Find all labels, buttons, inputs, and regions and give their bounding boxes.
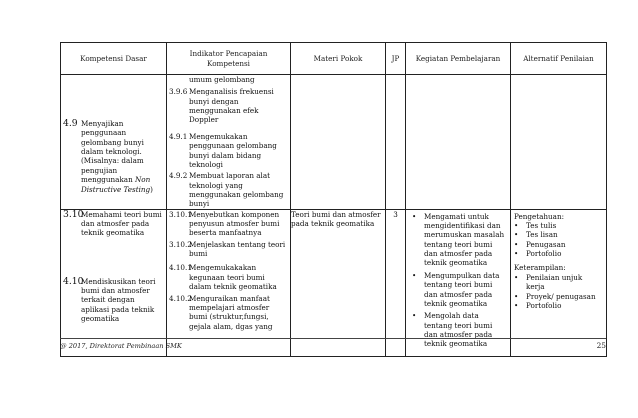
penilaian-cell <box>511 209 607 356</box>
footer-divider <box>60 338 606 339</box>
penilaian-title-keterampilan: Keterampilan: <box>514 263 566 273</box>
materi-cell <box>291 209 386 356</box>
header-kompetensi-dasar: Kompetensi Dasar <box>61 43 167 75</box>
kd-item <box>61 119 166 194</box>
ipk-item: 3.10.2 Menjelaskan tentang teori bumi <box>169 239 286 259</box>
ipk-cell <box>167 75 291 210</box>
kegiatan-cell <box>406 209 511 356</box>
penilaian-list-keterampilan <box>514 273 603 310</box>
ipk-continuation: umum gelombang <box>189 75 255 84</box>
list-item: • Mengamati untuk mengidentifikasi dan merumuskan masalah tentang teori bumi dan atmosfer pada teknik geomatika <box>412 211 505 268</box>
list-item: • Mengumpulkan data tentang teori bumi dan atmosfer pada teknik geomatika <box>412 270 500 308</box>
ipk-item: 4.9.1 Mengemukakan penggunaan gelombang bunyi dalam bidang teknologi <box>169 131 277 169</box>
materi-cell <box>291 75 386 210</box>
list-item: • Penilaian unjuk kerja <box>514 272 583 292</box>
list-item: • Tes tulis <box>514 221 557 231</box>
penilaian-title-pengetahuan: Pengetahuan: <box>514 211 565 221</box>
header-indikator: Indikator Pencapaian Kompetensi <box>167 43 291 75</box>
jp-value: 3 <box>393 209 398 219</box>
ipk-item: 3.9.6 Menganalisis frekuensi bunyi dengan menggunakan efek Doppler <box>169 87 274 125</box>
list-item: • Mengolah data tentang teori bumi dan atmosfer pada teknik geomatika <box>412 311 493 349</box>
ipk-item: 4.10.2 Menguraikan manfaat mempelajari atmosfer bumi (struktur,fungsi, gejala alam, dgas yang <box>169 293 273 331</box>
materi-text: Teori bumi dan atmosfer pada teknik geomatika <box>291 209 381 229</box>
page-number: 25 <box>596 341 606 350</box>
footer-copyright: @ 2017, Direktorat Pembinaan SMK <box>60 342 182 350</box>
list-item: • Portofolio <box>514 300 562 310</box>
list-item: • Tes lisan <box>514 230 558 240</box>
ipk-cell <box>167 209 291 356</box>
table-row <box>61 209 607 356</box>
kd-item: 4.10 Mendiskusikan teori bumi dan atmosfer terkait dengan aplikasi pada teknik geomatika <box>63 275 156 324</box>
kegiatan-cell <box>406 75 511 210</box>
penilaian-list-pengetahuan <box>514 221 603 258</box>
ipk-item: 4.9.2 Membuat laporan alat teknologi yang menggunakan gelombang bunyi <box>169 171 284 209</box>
jp-cell <box>386 75 406 210</box>
kd-number: 4.9 <box>63 118 78 129</box>
header-penilaian: Alternatif Penilaian <box>511 43 607 75</box>
penilaian-cell <box>511 75 607 210</box>
kd-cell <box>61 209 167 356</box>
ipk-item: 4.10.1 Mengemukakakan kegunaan teori bumi dalam teknik geomatika <box>169 263 277 292</box>
kd-text: Menyajikan penggunaan gelombang bunyi dalam teknologi. (Misalnya: dalam pengujian menggunakan Non Distructive Testing) <box>81 119 153 194</box>
kegiatan-list <box>406 212 510 349</box>
list-item: • Proyek/ penugasan <box>514 291 596 301</box>
list-item: • Penugasan <box>514 239 566 249</box>
ipk-item: 3.10.1 Menyebutkan komponen penyusun atmosfer bumi beserta manfaatnya <box>169 209 280 238</box>
header-kegiatan: Kegiatan Pembelajaran <box>406 43 511 75</box>
jp-cell <box>386 209 406 356</box>
kd-cell <box>61 75 167 210</box>
table-row <box>61 75 607 210</box>
kd-item: 3.10 Memahami teori bumi dan atmosfer pada teknik geomatika <box>63 208 162 238</box>
header-materi-pokok: Materi Pokok <box>291 43 386 75</box>
header-jp: JP <box>386 43 406 75</box>
table-header-row <box>61 43 607 75</box>
curriculum-table <box>60 42 607 357</box>
list-item: • Portofolio <box>514 249 562 259</box>
